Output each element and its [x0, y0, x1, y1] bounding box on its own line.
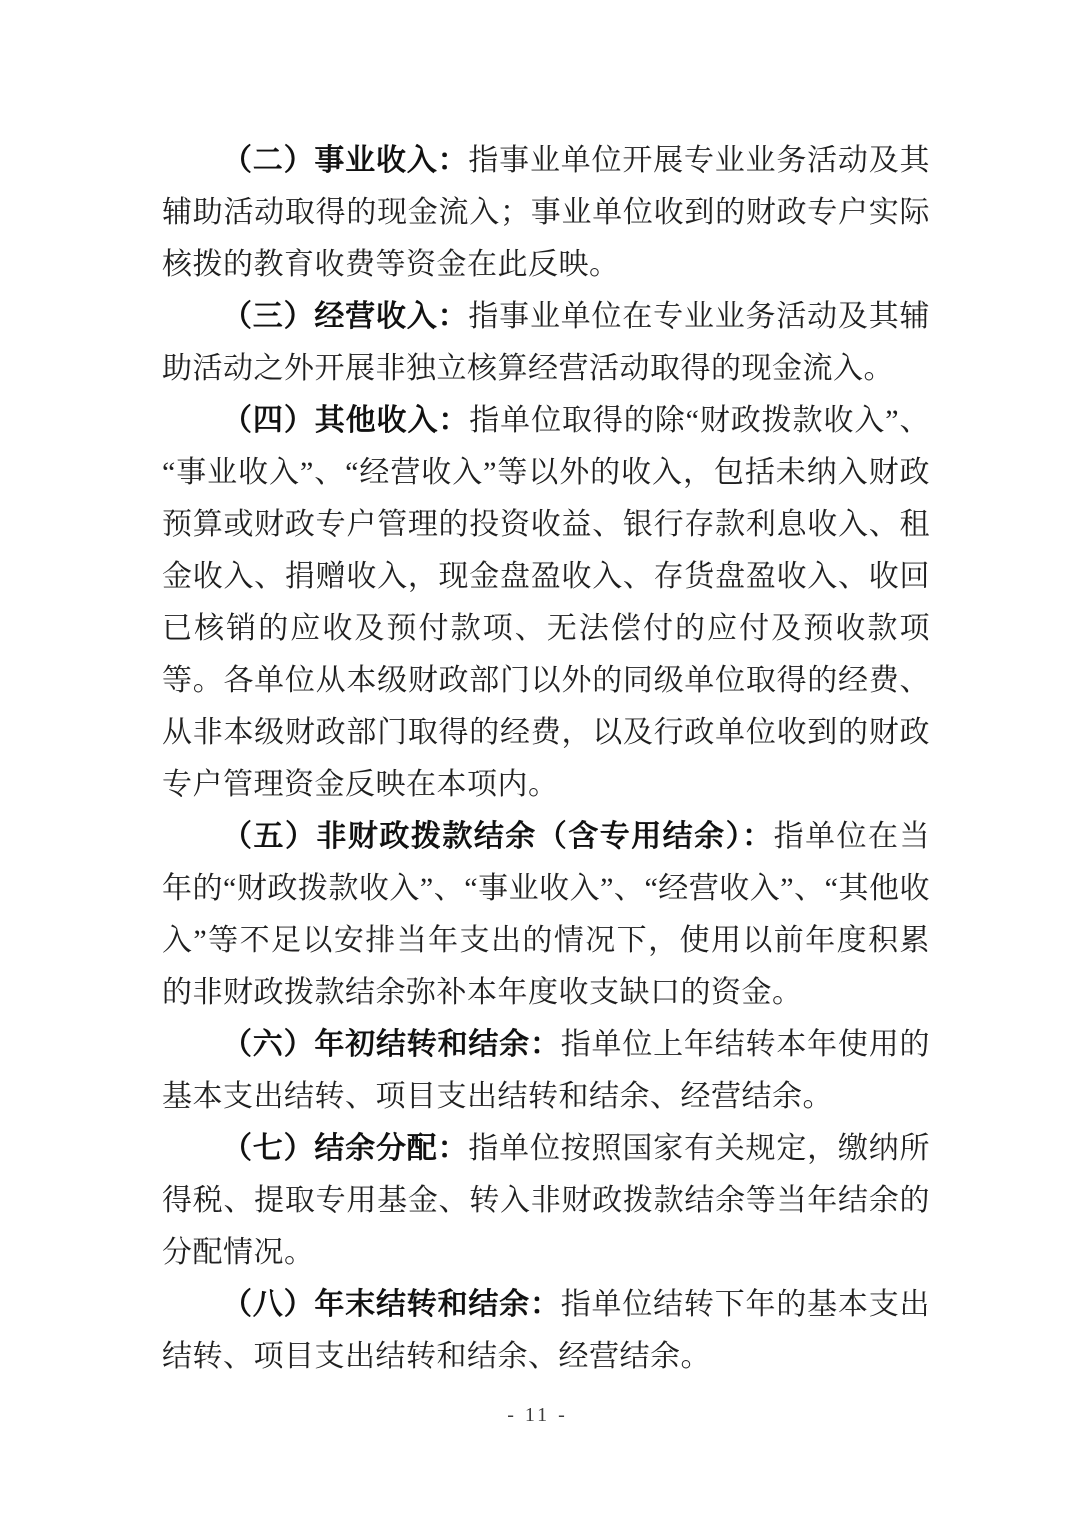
- definition-text: 指单位上年结转本年使用的基本支出结转、项目支出结转和结余、经营结余。: [162, 1028, 930, 1113]
- definition-paragraph-jieyu-fenpei: [162, 1123, 930, 1279]
- definition-term: （六）年初结转和结余：: [222, 1028, 561, 1061]
- definition-text: 指单位在当年的“财政拨款收入”、“事业收入”、“经营收入”、“其他收入”等不足以安排当年支出的情况下，使用以前年度积累的非财政拨款结余弥补本年度收支缺口的资金。: [162, 820, 931, 1009]
- definition-paragraph-shiye-shouru: [162, 135, 930, 291]
- definition-term: （二）事业收入：: [222, 144, 469, 177]
- definition-paragraph-nianmo-jiezhuan: [162, 1279, 930, 1383]
- page-number: - 11 -: [507, 1404, 568, 1426]
- definition-term: （四）其他收入：: [222, 404, 470, 437]
- definition-paragraph-jingying-shouru: [162, 291, 930, 395]
- document-body: [162, 135, 930, 1383]
- definition-paragraph-qita-shouru: [162, 395, 930, 811]
- definition-text: 指单位按照国家有关规定，缴纳所得税、提取专用基金、转入非财政拨款结余等当年结余的分配情况。: [162, 1132, 931, 1269]
- definition-paragraph-feicaizheng-bokuan-jieyu: [162, 811, 930, 1019]
- definition-term: （八）年末结转和结余：: [222, 1288, 561, 1321]
- definition-text: 指单位取得的除“财政拨款收入”、“事业收入”、“经营收入”等以外的收入，包括未纳入财政预算或财政专户管理的投资收益、银行存款利息收入、租金收入、捐赠收入，现金盘盈收入、存货盘盈收入、收回已核销的应收及预付款项、无法偿付的应付及预收款项等。各单位从本级财政部门以外的同级单位取得的经费、从非本级财政部门取得的经费，以及行政单位收到的财政专户管理资金反映在本项内。: [162, 404, 931, 801]
- definition-text: 指事业单位在专业业务活动及其辅助活动之外开展非独立核算经营活动取得的现金流入。: [162, 300, 931, 385]
- definition-term: （五）非财政拨款结余（含专用结余）：: [222, 820, 774, 853]
- definition-text: 指单位结转下年的基本支出结转、项目支出结转和结余、经营结余。: [162, 1288, 930, 1373]
- definition-text: 指事业单位开展专业业务活动及其辅助活动取得的现金流入；事业单位收到的财政专户实际核拨的教育收费等资金在此反映。: [162, 144, 931, 281]
- page-footer: [0, 1403, 1075, 1427]
- definition-term: （三）经营收入：: [222, 300, 469, 333]
- definition-term: （七）结余分配：: [222, 1132, 469, 1165]
- definition-paragraph-nianchu-jiezhuan: [162, 1019, 930, 1123]
